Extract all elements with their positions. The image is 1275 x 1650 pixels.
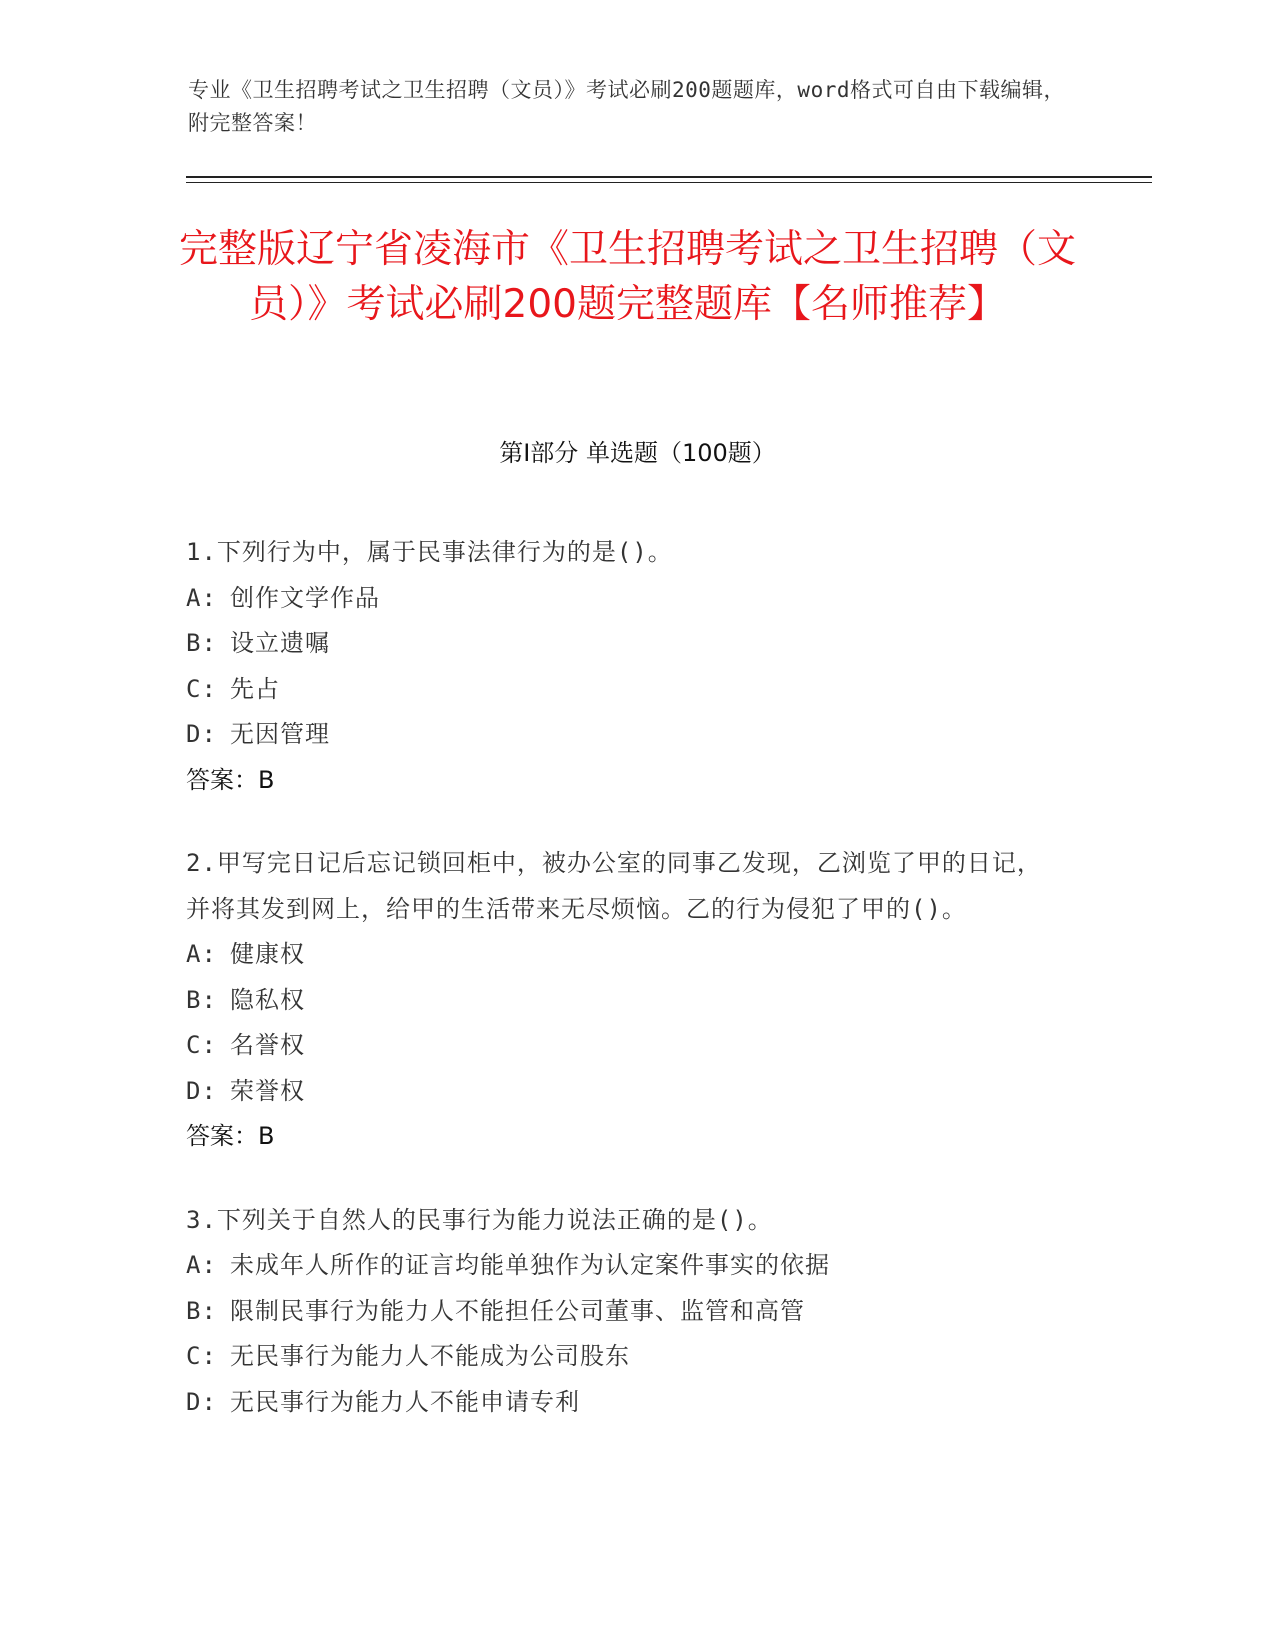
option-key: A: xyxy=(186,940,217,968)
header-note: 专业《卫生招聘考试之卫生招聘（文员）》考试必刷200题题库，word格式可自由下载编辑，附完整答案！ xyxy=(188,78,1065,135)
option-key: A: xyxy=(186,1251,217,1279)
option-text: 无民事行为能力人不能成为公司股东 xyxy=(230,1342,630,1370)
option-a xyxy=(186,1243,1066,1289)
option-text: 隐私权 xyxy=(230,985,305,1014)
option-a xyxy=(186,576,1066,622)
option-key: D: xyxy=(186,1387,217,1416)
option-key: D: xyxy=(186,720,217,748)
option-text: 限制民事行为能力人不能担任公司董事、监管和高管 xyxy=(230,1296,805,1325)
option-key: D: xyxy=(186,1076,217,1105)
option-key: A: xyxy=(186,583,217,612)
option-text: 健康权 xyxy=(230,940,305,968)
option-c xyxy=(186,667,1066,713)
option-text: 设立遗嘱 xyxy=(230,629,330,657)
question-3 xyxy=(186,1198,1066,1426)
answer-line: 答案：B xyxy=(186,1122,275,1150)
option-c xyxy=(186,1334,1066,1380)
option-d xyxy=(186,712,1066,758)
question-1 xyxy=(186,530,1066,803)
option-d xyxy=(186,1380,1066,1426)
option-text: 未成年人所作的证言均能单独作为认定案件事实的依据 xyxy=(230,1251,830,1279)
question-2 xyxy=(186,841,1066,1160)
option-a xyxy=(186,932,1066,978)
option-c xyxy=(186,1023,1066,1069)
option-key: C: xyxy=(186,1342,217,1370)
option-d xyxy=(186,1069,1066,1115)
question-stem: 2.甲写完日记后忘记锁回柜中，被办公室的同事乙发现，乙浏览了甲的日记，并将其发到网上，给甲的生活带来无尽烦恼。乙的行为侵犯了甲的()。 xyxy=(186,849,1042,923)
option-text: 创作文学作品 xyxy=(230,583,380,612)
option-text: 无因管理 xyxy=(230,720,330,748)
option-key: B: xyxy=(186,1296,217,1325)
option-key: C: xyxy=(186,674,217,703)
option-b xyxy=(186,978,1066,1024)
header-divider xyxy=(186,176,1152,178)
option-text: 无民事行为能力人不能申请专利 xyxy=(230,1387,580,1416)
option-text: 先占 xyxy=(230,674,280,703)
option-b xyxy=(186,1289,1066,1335)
question-stem: 1.下列行为中，属于民事法律行为的是()。 xyxy=(186,538,673,566)
question-list xyxy=(186,530,1066,1463)
document-title: 完整版辽宁省凌海市《卫生招聘考试之卫生招聘（文员）》考试必刷200题完整题库【名师推荐】 xyxy=(178,227,1076,327)
option-text: 名誉权 xyxy=(230,1031,305,1059)
header-divider-thin xyxy=(186,182,1152,183)
answer-line: 答案：B xyxy=(186,765,275,794)
option-key: B: xyxy=(186,985,217,1014)
section-title: 第Ⅰ部分 单选题（100题） xyxy=(499,439,776,467)
option-key: C: xyxy=(186,1031,217,1059)
option-b xyxy=(186,621,1066,667)
question-stem: 3.下列关于自然人的民事行为能力说法正确的是()。 xyxy=(186,1205,773,1234)
option-text: 荣誉权 xyxy=(230,1076,305,1105)
option-key: B: xyxy=(186,629,217,657)
